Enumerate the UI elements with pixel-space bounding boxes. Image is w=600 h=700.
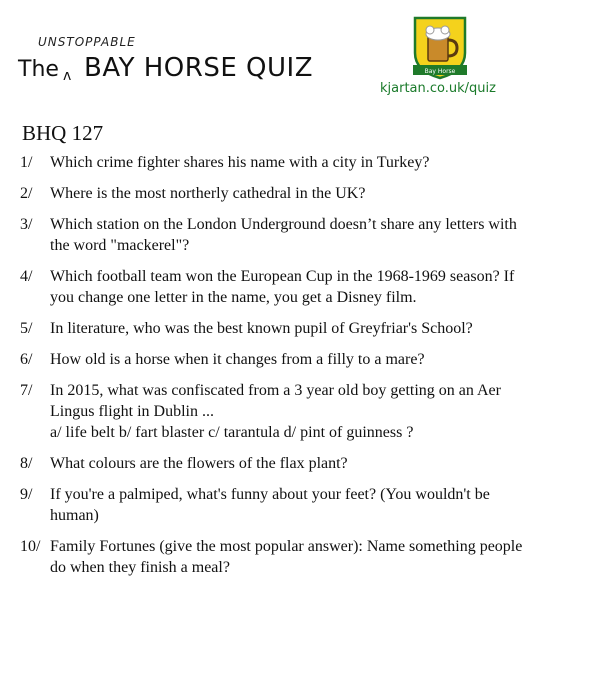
question-text: Which crime fighter shares his name with a city in Turkey? (50, 154, 430, 171)
question-item (20, 152, 540, 173)
question-text: Which station on the London Underground doesn’t share any letters with the word "mackerel"? (50, 216, 517, 254)
question-number: 7/ (20, 382, 33, 399)
question-text: Family Fortunes (give the most popular answer): Name something people do when they finish a meal? (50, 538, 523, 576)
question-item (20, 183, 540, 204)
site-link[interactable]: kjartan.co.uk/quiz (380, 81, 496, 96)
question-body (50, 349, 540, 370)
question-item (20, 266, 540, 308)
question-body (50, 183, 540, 204)
question-item (20, 484, 540, 526)
question-body (50, 453, 540, 474)
question-body (50, 318, 540, 339)
question-text: In literature, who was the best known pupil of Greyfriar's School? (50, 320, 473, 337)
question-text: In 2015, what was confiscated from a 3 year old boy getting on an Aer Lingus flight in Dublin ... (50, 382, 501, 420)
question-number: 2/ (20, 185, 33, 202)
bay-horse-logo-icon (410, 15, 470, 81)
question-text: What colours are the flowers of the flax plant? (50, 455, 348, 472)
question-number: 6/ (20, 351, 33, 368)
question-item (20, 380, 540, 443)
question-body (50, 266, 540, 308)
question-number: 1/ (20, 154, 33, 171)
quiz-header (0, 0, 600, 110)
question-text: If you're a palmiped, what's funny about your feet? (You wouldn't be human) (50, 486, 490, 524)
question-body (50, 484, 540, 526)
quiz-title: BAY HORSE QUIZ (84, 53, 314, 83)
question-text: Which football team won the European Cup in the 1968-1969 season? If you change one letter in the name, you get a Disney film. (50, 268, 515, 306)
question-item (20, 318, 540, 339)
question-body (50, 536, 540, 578)
quiz-number: BHQ 127 (22, 121, 104, 145)
question-item (20, 214, 540, 256)
question-body (50, 152, 540, 173)
question-item (20, 453, 540, 474)
question-item (20, 349, 540, 370)
question-text: Where is the most northerly cathedral in the UK? (50, 185, 366, 202)
question-number: 4/ (20, 268, 33, 285)
question-text: How old is a horse when it changes from a filly to a mare? (50, 351, 425, 368)
the-label: The (18, 57, 59, 82)
question-list (20, 152, 540, 588)
insert-caret: ʌ (63, 68, 72, 84)
logo-banner-text: Bay Horse (424, 68, 456, 75)
question-body (50, 214, 540, 256)
unstoppable-label: UNSTOPPABLE (38, 35, 136, 49)
question-number: 10/ (20, 538, 41, 555)
question-number: 5/ (20, 320, 33, 337)
question-options: a/ life belt b/ fart blaster c/ tarantula d/ pint of guinness ? (50, 424, 414, 441)
question-number: 3/ (20, 216, 33, 233)
question-number: 9/ (20, 486, 33, 503)
question-body (50, 380, 540, 443)
question-item (20, 536, 540, 578)
question-number: 8/ (20, 455, 33, 472)
